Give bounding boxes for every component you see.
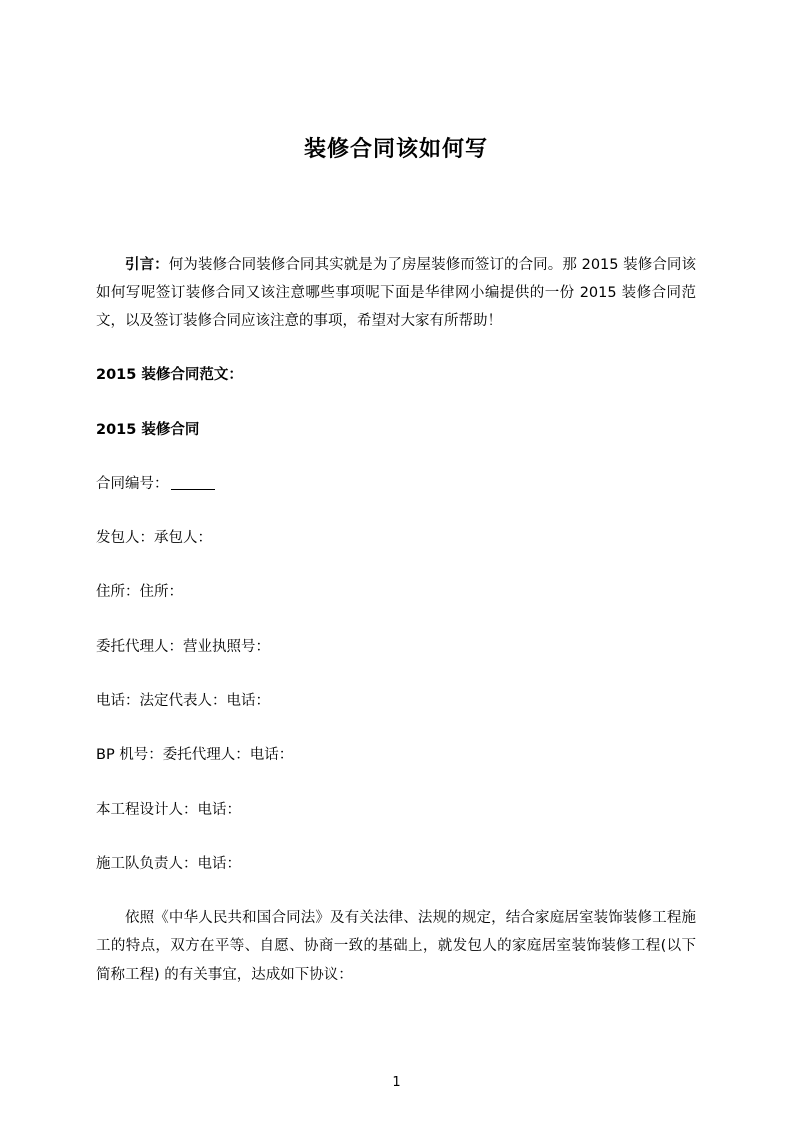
intro-lead-label: 引言： [125,256,169,273]
intro-paragraph [96,251,696,336]
field-parties: 发包人：承包人： [96,530,212,547]
field-label: 合同编号： [96,475,169,492]
intro-paragraph-text: 何为装修合同装修合同其实就是为了房屋装修而签订的合同。那 2015 装修合同该如何写呢签订装修合同又该注意哪些事项呢下面是华律网小编提供的一份 2015 装修合同范文，以及签订装修合同应该注意的事项，希望对大家有所帮助！ [96,256,696,330]
fill-in-blank [171,489,215,490]
section-heading-1: 2015 装修合同范文： [96,367,243,384]
field-pager-agent-phone: BP 机号：委托代理人：电话： [96,747,294,764]
document-body [96,0,696,989]
field-address: 住所：住所： [96,584,183,601]
field-designer-phone: 本工程设计人：电话： [96,801,241,818]
field-contract-number [96,470,696,498]
field-crew-leader-phone: 施工队负责人：电话： [96,855,241,872]
page-number: 1 [392,1075,401,1090]
section-heading-2: 2015 装修合同 [96,421,200,438]
field-phone-legal-rep: 电话：法定代表人：电话： [96,692,270,709]
field-agent-license: 委托代理人：营业执照号： [96,638,270,655]
closing-paragraph: 依照《中华人民共和国合同法》及有关法律、法规的规定，结合家庭居室装饰装修工程施工的特点，双方在平等、自愿、协商一致的基础上，就发包人的家庭居室装饰装修工程(以下简称工程) 的有关事宜，达成如下协议： [96,910,696,983]
page-title: 装修合同该如何写 [303,137,488,162]
